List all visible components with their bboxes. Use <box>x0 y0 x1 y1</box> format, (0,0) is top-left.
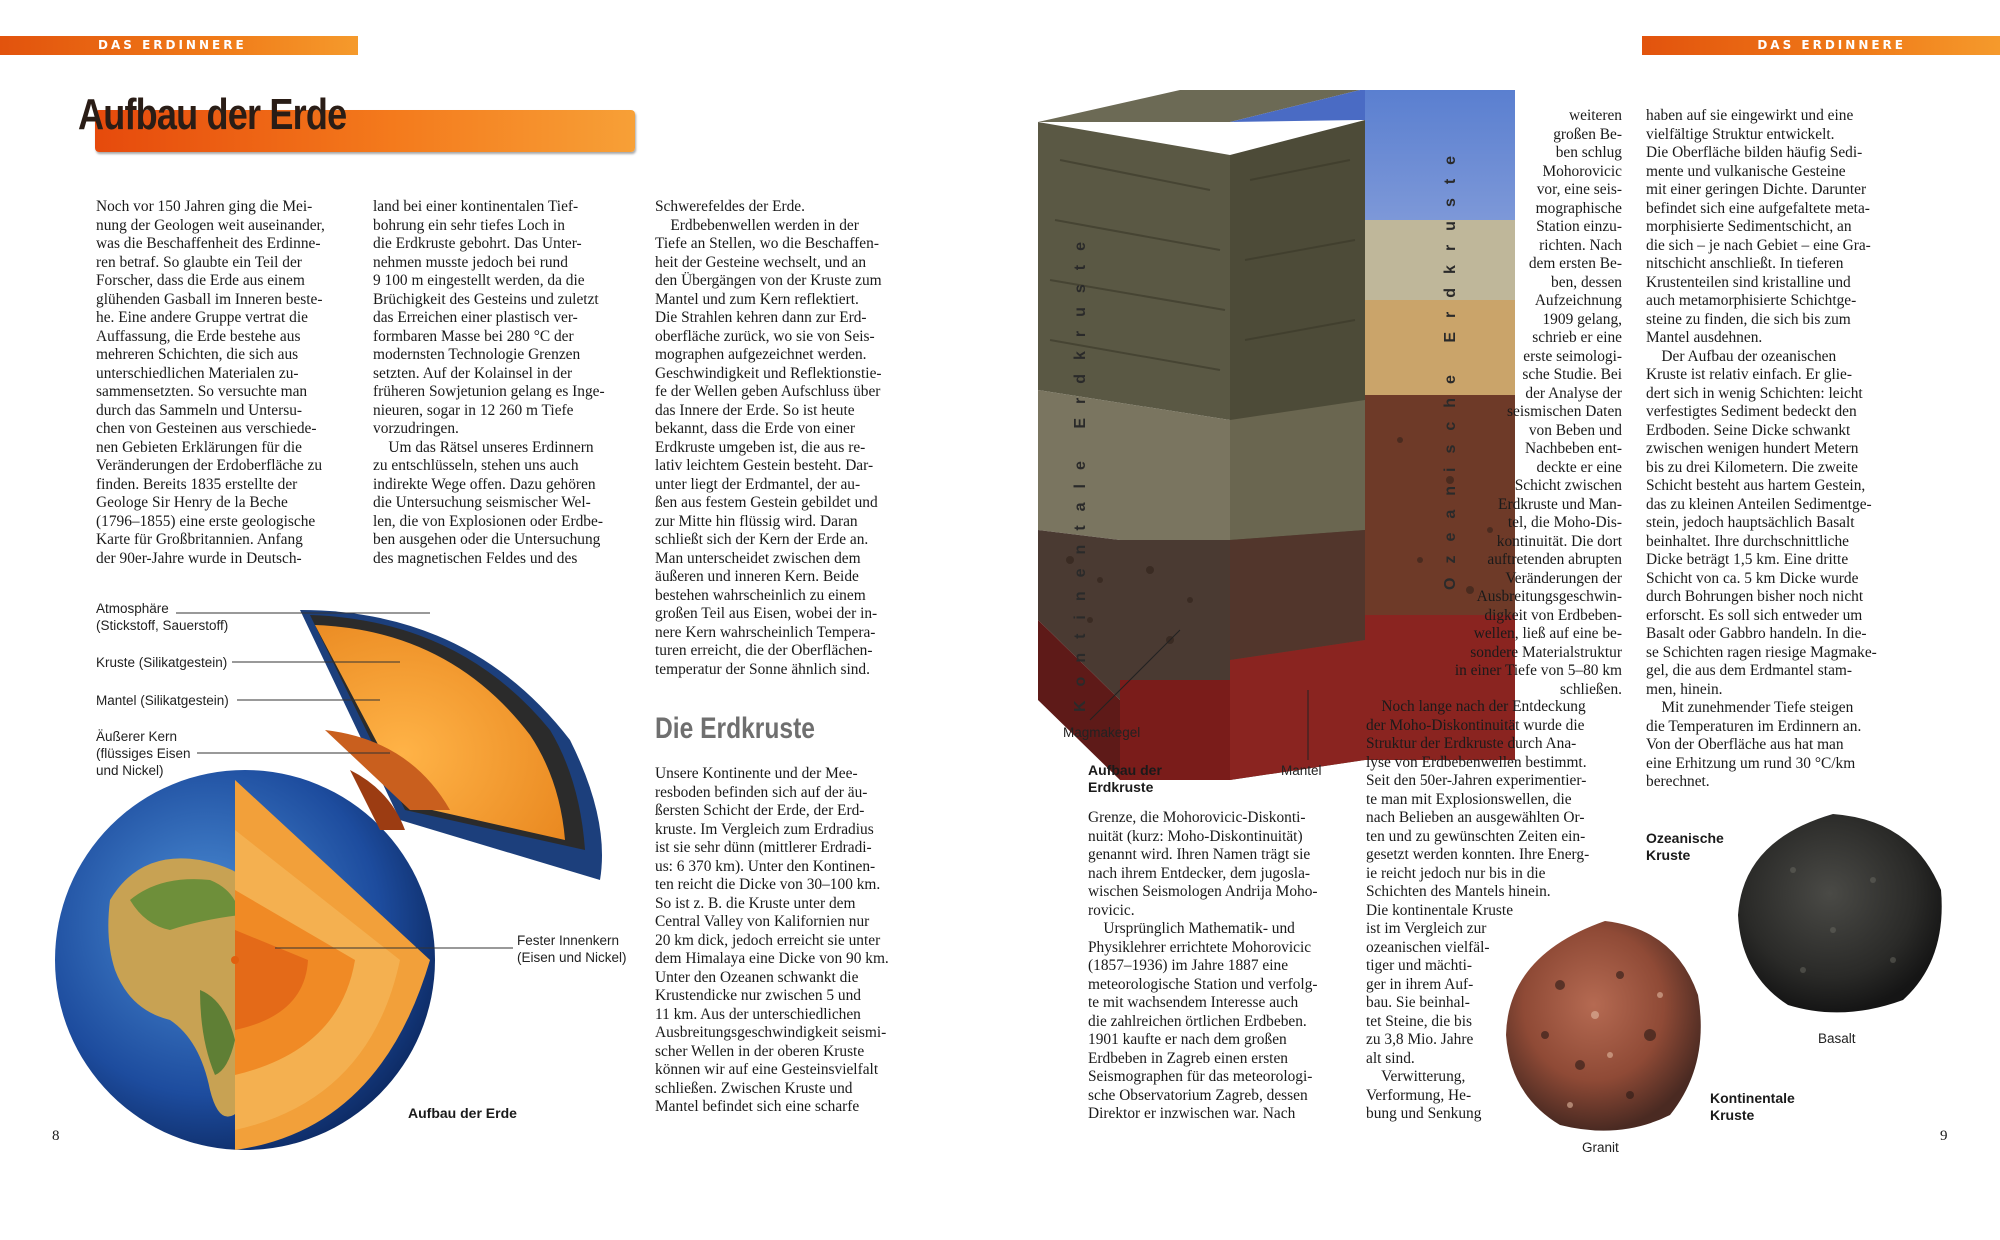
right-column-1: Grenze, die Mohorovicic-Diskonti- nuität (kurz: Moho-Diskontinuität) genannt wird. Ihren Namen trägt sie nach ihrem Entdecker, dem jugosla- wischen Seismologen Andrija Moho- rovicic. Ursprünglich Mathematik- und Physiklehrer errichtete Mohorovicic (1857–1936) im Jahre 1887 eine meteorologische Station und verfolg- te mit wachsendem Interesse auch die zahlreichen örtlichen Erdbeben. 1901 kaufte er nach dem großen Erdbeben in Zagreb einen ersten Seismographen für das meteorologi- sche Observatorium Zagreb, dessen Direktor er inzwischen war. Nach <box>1088 809 1318 1122</box>
label-outer-core: Äußerer Kern (flüssiges Eisen und Nickel) <box>96 729 191 778</box>
right-column-2a: weiteren großen Be- ben schlug Mohorovicic vor, eine seis- mographische Station einzu- richten. Nach dem ersten Be- ben, dessen Aufzeichnung 1909 gelang, schrieb er eine erste seimologi- sche Studie. Bei der Analyse der seismischen Daten von Beben und Nachbeben ent- deckte er eine Schicht zwischen Erdkruste und Man- tel, die Moho-Dis- kontinuität. Die dort auftretenden abrupten Veränderungen der Ausbreitungsgeschwin- digkeit von Erdbeben- wellen, ließ auf eine be- sondere Materialstruktur in einer Tiefe von 5–80 km schließen. <box>1454 107 1622 698</box>
earth-leader-lines <box>0 0 660 1000</box>
granite-label: Granit <box>1582 1140 1619 1155</box>
header-bar-right <box>1642 36 2000 55</box>
section-label-right: DAS ERDINNERE <box>1757 38 1906 52</box>
body-column-2: land bei einer kontinentalen Tief- bohrung ein sehr tiefes Loch in die Erdkruste gebohrt. Das Unter- nehmen musste jedoch bei rund 9 100 m eingestellt werden, da die Brüchigkeit des Gesteins und zuletzt das Erreichen einer plastisch ver- formbaren Masse bei 280 °C der modernsten Technologie Grenzen setzten. Auf der Kolainsel in der früheren Sowjetunion gelang es Inge- nieuren, sogar in 12 260 m Tiefe vorzudringen. Um das Rätsel unseres Erdinnern zu entschlüsseln, stehen uns auch indirekte Wege offen. Dazu gehören die Untersuchung seismischer Wel- len, die von Explosionen oder Erdbe- ben ausgehen oder die Untersuchung des magnetischen Feldes und des <box>373 198 605 567</box>
vertical-label-oceanic: Ozeanische Erdkruste <box>1442 141 1459 590</box>
body-column-3b: Unsere Kontinente und der Mee- resboden befinden sich auf der äu- ßersten Schicht der Erde, der Erd- kruste. Im Vergleich zum Erdradius ist sie sehr dünn (mittlerer Erdradi- us: 6 370 km). Unter den Kontinen- ten reicht die Dicke von 30–100 km. So ist z. B. die Kruste unter dem Central Valley von Kalifornien nur 20 km dick, jedoch erreicht sie unter dem Himalaya eine Dicke von 90 km. Unter den Ozeanen schwankt die Krustendicke nur zwischen 5 und 11 km. Aus der unterschiedlichen Ausbreitungsgeschwindigkeit seismi- scher Wellen in der oberen Kruste können wir auf eine Gesteinsvielfalt schließen. Zwischen Kruste und Mantel befindet sich eine scharfe <box>655 765 889 1115</box>
label-atmosphere: Atmosphäre (Stickstoff, Sauerstoff) <box>96 601 229 633</box>
page-number-left: 8 <box>52 1128 60 1144</box>
basalt-sample-image <box>1733 810 1948 1020</box>
body-column-1: Noch vor 150 Jahren ging die Mei- nung der Geologen weit auseinander, was die Beschaffenheit des Erdinne- ren betraf. So glaubte ein Teil der Forscher, dass die Erde aus einem glühenden Gasball im Inneren beste- he. Eine andere Gruppe vertrat die Auffassung, die Erde bestehe aus mehreren Schichten, die sich aus unterschiedlichen Materialen zu- sammensetzten. So versuchte man durch das Sammeln und Untersu- chen von Gesteinen aus verschiede- nen Gebieten Erklärungen für die Veränderungen der Erdoberfläche zu finden. Bereits 1835 erstellte der Geologe Sir Henry de la Beche (1796–1855) eine erste geologische Karte für Großbritannien. Anfang der 90er-Jahre wurde in Deutsch- <box>96 198 325 567</box>
label-magma-cone: Magmakegel <box>1063 725 1141 740</box>
section-label-left: DAS ERDINNERE <box>98 38 247 52</box>
body-column-3: Schwerefeldes der Erde. Erdbebenwellen werden in der Tiefe an Stellen, wo die Beschaffen- heit der Gesteine wechselt, und an den Übergängen von der Kruste zum Mantel und zum Kern reflektiert. Die Strahlen kehren dann zur Erd- oberfläche zurück, wo sie von Seis- mographen aufgezeichnet werden. Geschwindigkeit und Reflektionstie- fe der Wellen geben Aufschluss über das Innere der Erde. So ist heute bekannt, dass die Erde von einer Erdkruste umgeben ist, die aus re- lativ leichtem Gestein besteht. Dar- unter liegt der Erdmantel, der au- ßen aus festem Gestein gebildet und zur Mitte hin flüssig wird. Daran schließt sich der Kern der Erde an. Man unterscheidet zwischen dem äußeren und inneren Kern. Beide bestehen wahrscheinlich zu einem großen Teil aus Eisen, wobei der in- nere Kern wahrscheinlich Tempera- turen erreicht, die der Oberflächen- temperatur der Sonne ähnlich sind. <box>655 198 882 678</box>
page-number-right: 9 <box>1940 1128 1948 1144</box>
crust-block-caption: Aufbau der Erdkruste <box>1088 762 1162 795</box>
label-block-mantle: Mantel <box>1281 763 1322 778</box>
page-title: Aufbau der Erde <box>78 90 347 139</box>
continental-crust-caption: Kontinentale Kruste <box>1710 1090 1795 1123</box>
basalt-label: Basalt <box>1818 1031 1856 1046</box>
vertical-label-continental: Kontinentale Erdkruste <box>1072 227 1089 712</box>
right-column-2b: Noch lange nach der Entdeckung der Moho-Diskontinuität wurde die Struktur der Erdkruste durch Ana- lyse von Erdbebenwellen bestimmt. Seit den 50er-Jahren experimentier- te man mit Explosionswellen, die nach Belieben an ausgewählten Or- ten und zu gewünschten Zeiten ein- gesetzt werden konnten. Ihre Energ- ie reicht jedoch nur bis in die Schichten des Mantels hinein. Die kontinentale Kruste ist im Vergleich zur ozeanischen vielfäl- tiger und mächti- ger in ihrem Auf- bau. Sie beinhal- tet Steine, die bis zu 3,8 Mio. Jahre alt sind. Verwitterung, Verformung, He- bung und Senkung <box>1366 698 1590 1122</box>
label-crust: Kruste (Silikatgestein) <box>96 655 228 670</box>
earth-caption: Aufbau der Erde <box>408 1105 517 1121</box>
section-heading: Die Erdkruste <box>655 712 815 745</box>
granite-sample-image <box>1500 915 1710 1140</box>
label-mantle: Mantel (Silikatgestein) <box>96 693 229 708</box>
oceanic-crust-caption: Ozeanische Kruste <box>1646 830 1724 863</box>
label-inner-core: Fester Innenkern (Eisen und Nickel) <box>517 933 627 965</box>
right-column-3: haben auf sie eingewirkt und eine vielfältige Struktur entwickelt. Die Oberfläche bilden häufig Sedi- mente und vulkanische Gesteine mit einer geringen Dichte. Darunter befindet sich eine aufgefaltete meta- morphisierte Sedimentschicht, an die sich – je nach Gebiet – eine Gra- nitschicht anschließt. In tieferen Krustenteilen sind kristalline und auch metamorphisierte Schichtge- steine zu finden, die sich bis zum Mantel ausdehnen. Der Aufbau der ozeanischen Kruste ist relativ einfach. Er glie- dert sich in wenig Schichten: leicht verfestigtes Sediment bedeckt den Erdboden. Seine Dicke schwankt zwischen wenigen hundert Metern bis zu drei Kilometern. Die zweite Schicht besteht aus hartem Gestein, das zu kleinen Anteilen Sedimentge- stein, jedoch hauptsächlich Basalt beinhaltet. Ihre durchschnittliche Dicke beträgt 1,5 km. Eine dritte Schicht von ca. 5 km Dicke wurde durch Bohrungen bisher noch nicht erforscht. Es soll sich entweder um Basalt oder Gabbro handeln. In die- se Schichten ragen riesige Magmake- gel, die aus dem Erdmantel stam- men, hinein. Mit zunehmender Tiefe steigen die Temperaturen im Erdinnern an. Von der Oberfläche aus hat man eine Erhitzung um rund 30 °C/km berechnet. <box>1646 107 1877 790</box>
